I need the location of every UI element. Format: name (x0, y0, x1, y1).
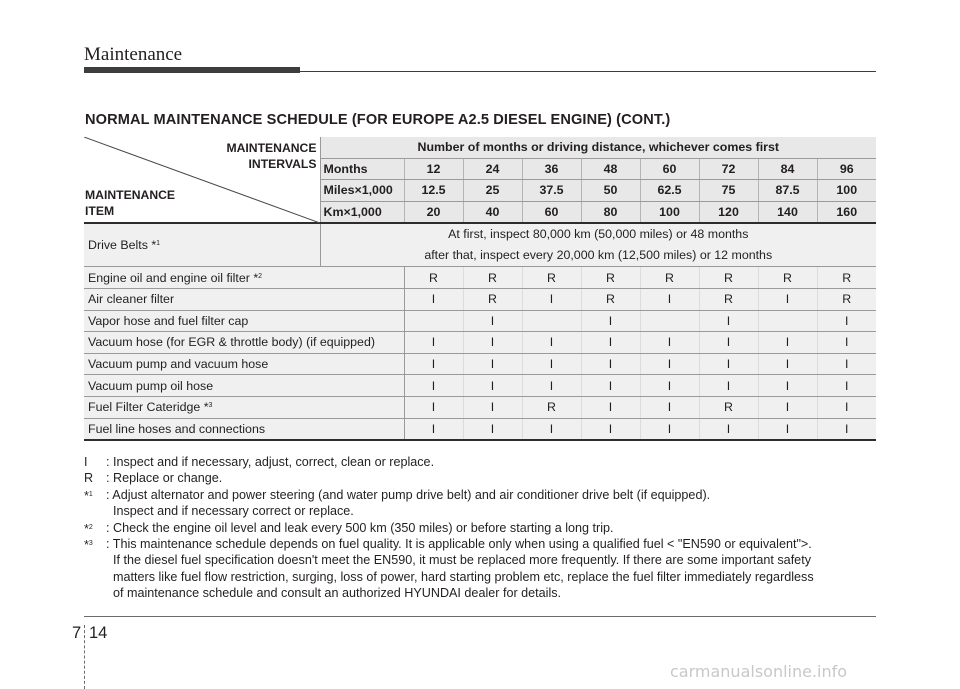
schedule-cell: I (817, 310, 876, 332)
schedule-cell: I (463, 353, 522, 375)
interval-value: 120 (699, 201, 758, 223)
table-row (84, 288, 876, 310)
table-row (84, 223, 876, 267)
schedule-cell: I (404, 418, 463, 440)
legend-key (84, 454, 88, 470)
footnote-mark: 1 (88, 490, 93, 498)
schedule-cell: I (817, 332, 876, 354)
schedule-cell: I (699, 332, 758, 354)
schedule-cell: I (817, 396, 876, 418)
footnote-mark: 2 (258, 272, 263, 280)
schedule-cell: I (758, 288, 817, 310)
interval-value: 12 (404, 158, 463, 180)
interval-value: 24 (463, 158, 522, 180)
chapter-number: 7 (72, 624, 82, 642)
table-row (84, 375, 876, 397)
schedule-cell: R (522, 396, 581, 418)
legend-key-symbol: I (84, 455, 88, 469)
legend-key-symbol: R (84, 471, 94, 486)
legend-text: : Inspect and if necessary, adjust, correct, clean or replace. (106, 455, 435, 469)
legend-key-symbol: * (84, 538, 89, 553)
section-title: Maintenance (84, 44, 183, 65)
item-name (84, 288, 404, 310)
schedule-cell (758, 310, 817, 332)
legend-key (84, 487, 93, 504)
interval-value: 12.5 (404, 180, 463, 202)
drive-belt-schedule (320, 223, 876, 267)
interval-value: 100 (640, 201, 699, 223)
schedule-cell: I (581, 310, 640, 332)
footnote-mark: 3 (88, 540, 93, 548)
item-label: Engine oil and engine oil filter * (88, 270, 259, 285)
header-rule (300, 71, 876, 72)
item-name (84, 396, 404, 418)
legend-key (84, 536, 93, 553)
schedule-cell: I (463, 418, 522, 440)
schedule-cell: I (404, 288, 463, 310)
schedule-cell: R (817, 267, 876, 289)
interval-value: 80 (581, 201, 640, 223)
legend-key (84, 520, 93, 537)
table-row (84, 332, 876, 354)
schedule-cell: R (758, 267, 817, 289)
interval-value: 84 (758, 158, 817, 180)
legend-key (84, 470, 93, 486)
legend-text: : Check the engine oil level and leak every 500 km (350 miles) or before starting a long trip. (106, 520, 614, 535)
interval-value: 62.5 (640, 180, 699, 202)
item-name (84, 375, 404, 397)
schedule-cell: I (463, 396, 522, 418)
legend-key-symbol: * (84, 488, 89, 503)
item-label: Air cleaner filter (88, 292, 175, 307)
item-label: Fuel line hoses and connections (88, 421, 266, 436)
schedule-cell: R (463, 267, 522, 289)
item-name (84, 332, 404, 354)
table-row (84, 310, 876, 332)
table-row (84, 267, 876, 289)
schedule-cell: I (640, 288, 699, 310)
interval-value: 87.5 (758, 180, 817, 202)
schedule-cell: I (640, 332, 699, 354)
item-name (84, 223, 320, 267)
schedule-cell: I (640, 396, 699, 418)
legend-text: : This maintenance schedule depends on fuel quality. It is applicable only when using a qualified fuel < "EN590 or equivalent">. (106, 537, 812, 552)
schedule-cell (640, 310, 699, 332)
maintenance-table (84, 137, 876, 441)
item-label: Fuel Filter Cateridge * (88, 400, 209, 415)
schedule-cell: R (581, 288, 640, 310)
schedule-cell: I (699, 310, 758, 332)
schedule-cell (522, 310, 581, 332)
footnote-mark: 3 (208, 402, 213, 410)
schedule-cell: I (522, 332, 581, 354)
table-row (84, 396, 876, 418)
schedule-cell: I (581, 353, 640, 375)
interval-value: 60 (522, 201, 581, 223)
legend-text: If the diesel fuel specification doesn't meet the EN590, it must be replaced more frequently. If there are some important safety (113, 553, 811, 568)
schedule-cell: I (522, 288, 581, 310)
interval-value: 140 (758, 201, 817, 223)
schedule-cell: I (581, 332, 640, 354)
schedule-cell: I (463, 332, 522, 354)
interval-value: 50 (581, 180, 640, 202)
schedule-cell: R (699, 288, 758, 310)
interval-value: 100 (817, 180, 876, 202)
schedule-cell: R (581, 267, 640, 289)
schedule-cell: I (404, 353, 463, 375)
legend-text: matters like fuel flow restriction, surging, loss of power, hard starting problem etc, replace the fuel filter immediately regardless (113, 569, 814, 584)
schedule-cell: I (758, 375, 817, 397)
legend-note (84, 520, 884, 536)
legend-key-symbol: * (84, 521, 89, 536)
item-name (84, 310, 404, 332)
legend-text: Inspect and if necessary correct or replace. (113, 504, 354, 519)
interval-title-row (84, 137, 876, 158)
schedule-cell: I (581, 396, 640, 418)
interval-value: 96 (817, 158, 876, 180)
header-bar (84, 67, 300, 73)
legend-notes (84, 454, 884, 602)
schedule-cell: I (640, 375, 699, 397)
legend-note (84, 470, 884, 486)
schedule-cell: I (699, 353, 758, 375)
legend-text: of maintenance schedule and consult an authorized HYUNDAI dealer for details. (113, 586, 562, 601)
footer-separator (84, 625, 85, 689)
drive-belt-note-line: after that, inspect every 20,000 km (12,500 miles) or 12 months (424, 248, 773, 263)
schedule-cell: R (463, 288, 522, 310)
schedule-cell: I (758, 332, 817, 354)
footer-rule (84, 616, 876, 617)
table-corner-cell (84, 137, 320, 223)
legend-note (84, 454, 884, 470)
item-label: Vapor hose and fuel filter cap (88, 313, 249, 328)
schedule-cell: R (522, 267, 581, 289)
schedule-cell: I (463, 310, 522, 332)
schedule-cell: R (640, 267, 699, 289)
schedule-heading: NORMAL MAINTENANCE SCHEDULE (FOR EUROPE A2.5 DIESEL ENGINE) (CONT.) (85, 112, 671, 128)
schedule-cell: I (404, 396, 463, 418)
maintenance-table-body (84, 137, 876, 440)
interval-value: 36 (522, 158, 581, 180)
legend-note (84, 487, 884, 520)
schedule-cell: R (699, 396, 758, 418)
schedule-cell: I (463, 375, 522, 397)
schedule-cell: I (758, 396, 817, 418)
corner-item-label: MAINTENANCE ITEM (85, 188, 176, 218)
schedule-cell: I (581, 375, 640, 397)
page-number: 14 (89, 624, 108, 642)
schedule-cell: R (404, 267, 463, 289)
schedule-cell: I (640, 353, 699, 375)
schedule-cell: I (522, 375, 581, 397)
schedule-cell: I (640, 418, 699, 440)
table-row (84, 353, 876, 375)
schedule-cell: I (522, 353, 581, 375)
schedule-cell: I (817, 353, 876, 375)
interval-value: 75 (699, 180, 758, 202)
schedule-cell: I (699, 375, 758, 397)
schedule-cell: R (817, 288, 876, 310)
interval-value: 72 (699, 158, 758, 180)
schedule-cell: I (522, 418, 581, 440)
interval-value: 160 (817, 201, 876, 223)
table-row (84, 418, 876, 440)
footnote-mark: 2 (88, 523, 93, 531)
schedule-cell: I (404, 332, 463, 354)
schedule-cell: I (758, 353, 817, 375)
item-label: Vacuum pump and vacuum hose (88, 357, 269, 372)
schedule-cell: I (817, 418, 876, 440)
schedule-cell: I (758, 418, 817, 440)
legend-note (84, 536, 884, 602)
schedule-cell (404, 310, 463, 332)
footnote-mark: 1 (156, 240, 161, 248)
watermark: carmanualsonline.info (670, 662, 848, 681)
interval-unit: Miles×1,000 (320, 180, 404, 202)
legend-text: : Replace or change. (106, 471, 223, 486)
item-label: Vacuum hose (for EGR & throttle body) (if equipped) (88, 335, 375, 350)
item-name (84, 267, 404, 289)
corner-intervals-label: MAINTENANCE INTERVALS (226, 141, 317, 171)
interval-unit: Months (320, 158, 404, 180)
schedule-cell: I (817, 375, 876, 397)
schedule-cell: R (699, 267, 758, 289)
item-name (84, 353, 404, 375)
interval-title: Number of months or driving distance, whichever comes first (320, 137, 876, 158)
item-label: Drive Belts * (88, 238, 157, 253)
interval-value: 40 (463, 201, 522, 223)
drive-belt-note-line: At first, inspect 80,000 km (50,000 miles) or 48 months (448, 227, 749, 242)
interval-unit: Km×1,000 (320, 201, 404, 223)
schedule-cell: I (699, 418, 758, 440)
schedule-cell: I (404, 375, 463, 397)
interval-value: 48 (581, 158, 640, 180)
item-name (84, 418, 404, 440)
interval-value: 25 (463, 180, 522, 202)
legend-text: : Adjust alternator and power steering (and water pump drive belt) and air conditioner drive belt (if equipped). (106, 487, 711, 502)
interval-value: 37.5 (522, 180, 581, 202)
interval-value: 20 (404, 201, 463, 223)
interval-value: 60 (640, 158, 699, 180)
schedule-cell: I (581, 418, 640, 440)
item-label: Vacuum pump oil hose (88, 378, 214, 393)
